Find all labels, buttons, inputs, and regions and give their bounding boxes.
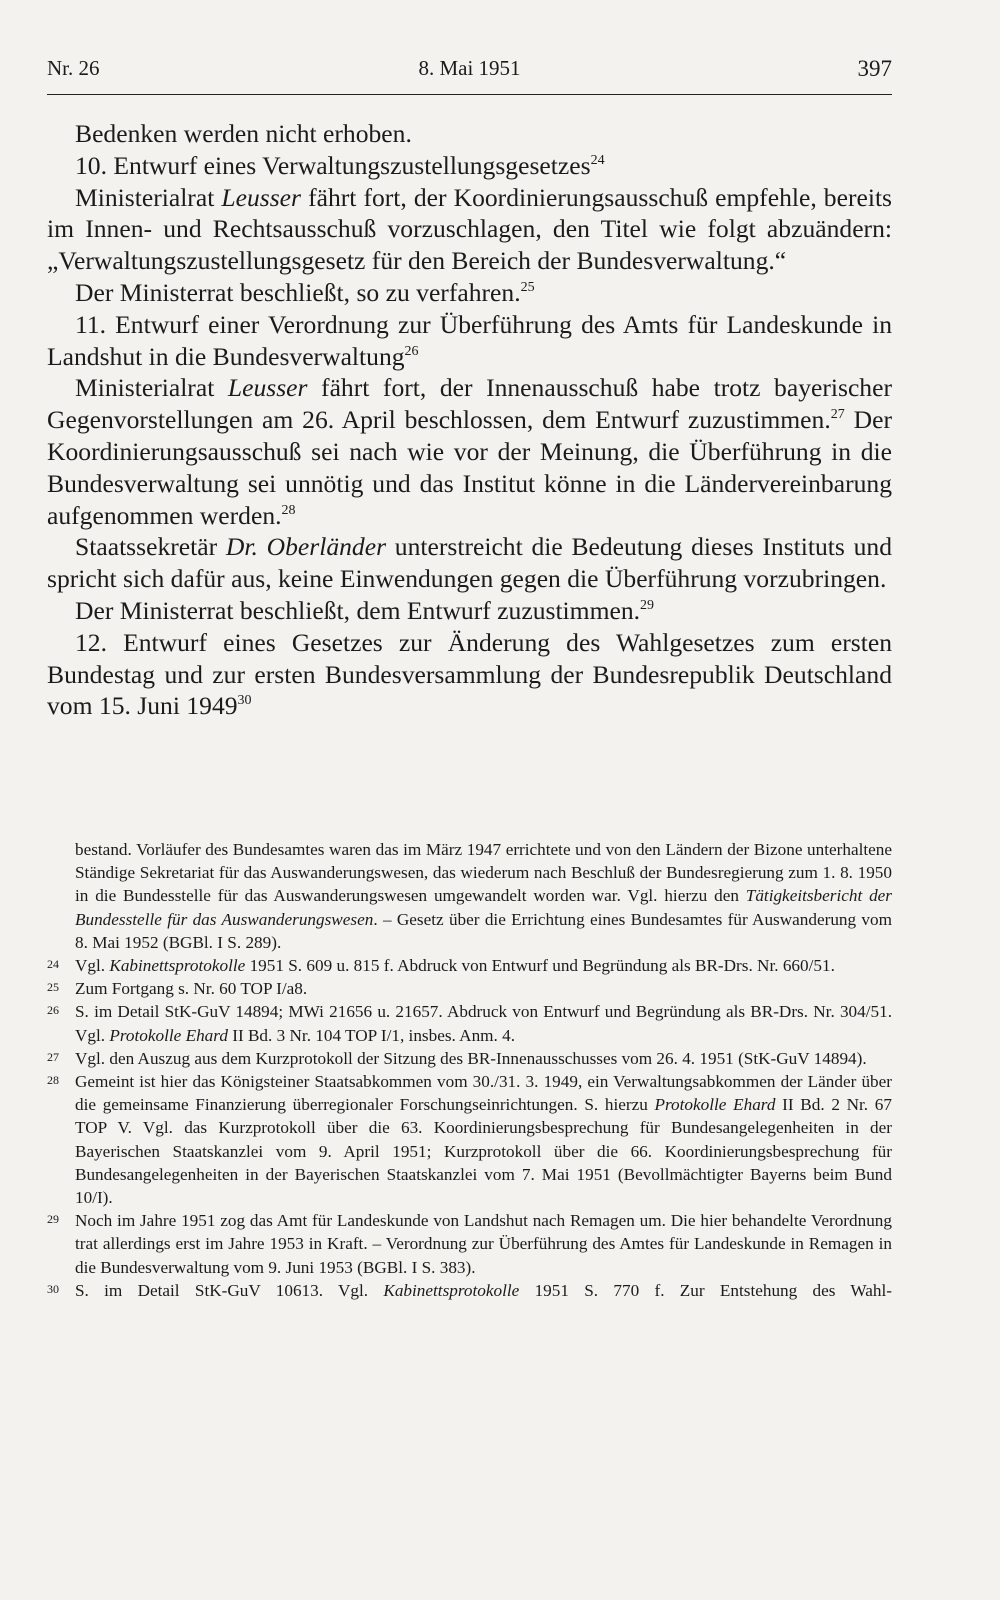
footnote-text [75,1070,892,1209]
paragraph-text: fährt fort, der Innenausschuß habe trotz bayerischer Gegenvorstellungen am 26. April beschlossen, dem Entwurf zuzustimmen. [47,373,892,435]
footnote-number: 27 [47,1049,59,1064]
resolution [47,277,892,309]
agenda-item-title: 11. Entwurf einer Verordnung zur Überführung des Amts für Landeskunde in Landshut in die Bundesverwaltung [47,309,892,371]
footnote-number: 29 [47,1212,59,1227]
footnote-text [75,954,892,977]
footnote-25 [47,977,892,1000]
paragraph-text: Ministerialrat [75,182,222,212]
footnote-number: 26 [47,1003,59,1018]
footnote-text-part: Gemeint ist hier das Königsteiner Staatsabkommen vom 30./31. 3. 1949, ein Verwaltungsabkommen der Länder über die gemeinsame Finanzierung überregionaler Forschungseinrichtungen. S. hierzu [75,1072,892,1115]
cited-work: Protokolle Ehard [109,1025,228,1045]
paragraph [47,118,892,150]
footnote-28 [47,1070,892,1209]
footnote-text: Noch im Jahre 1951 zog das Amt für Landeskunde von Landshut nach Remagen um. Die hier behandelte Verordnung trat allerdings erst im Jahre 1953 in Kraft. – Verordnung zur Überführung des Amtes für Landeskunde in Remagen in die Bundesverwaltung vom 9. Juni 1953 (BGBl. I S. 383). [75,1211,892,1277]
footnote-text-part: Vgl. [75,956,110,976]
speaker-name: Leusser [227,373,308,403]
paragraph [47,182,892,277]
footnote-26 [47,1000,892,1046]
footnote-text: . – Gesetz über die Errichtung eines Bundesamtes für Auswanderung vom 8. Mai 1952 (BGBl. I S. 289). [75,909,892,952]
page-number: 397 [857,56,892,81]
speaker-name: Dr. Oberländer [225,532,387,562]
paragraph-text: Bedenken werden nicht erhoben. [75,119,412,148]
footnote-30 [47,1279,892,1302]
footnote-ref[interactable]: 29 [640,597,655,613]
footnote-ref[interactable]: 27 [830,407,845,423]
cited-work: Protokolle Ehard [654,1095,776,1115]
paragraph-text: Der Ministerrat beschließt, dem Entwurf zuzustimmen. [75,595,641,625]
document-number: Nr. 26 [47,56,100,80]
footnote-24 [47,954,892,977]
agenda-item-title: 10. Entwurf eines Verwaltungszustellungsgesetzes [75,150,591,180]
footnote-text: Vgl. den Auszug aus dem Kurzprotokoll der Sitzung des BR-Innenausschusses vom 26. 4. 1951 (StK-GuV 14894). [75,1048,867,1068]
footnote-ref[interactable]: 28 [281,502,296,518]
footnote-text-part: S. im Detail StK-GuV 14894; MWi 21656 u. 21657. Abdruck von Entwurf und Begründung als BR-Drs. Nr. 304/51. Vgl. [75,1002,892,1045]
paragraph [47,531,892,595]
footnote-text [75,1279,892,1302]
paragraph-text: unterstreicht die Bedeutung dieses Instituts und spricht sich dafür aus, keine Einwendungen gegen die Überführung vorzubringen. [47,532,892,594]
cited-work: Kabinettsprotokolle [383,1280,520,1300]
running-header [47,50,892,95]
paragraph-text: Ministerialrat [75,373,228,403]
footnote-ref[interactable]: 26 [404,343,419,359]
cited-work: Tätigkeitsbericht der Bundesstelle für das Auswanderungswesen [75,886,892,929]
footnote-text: Zum Fortgang s. Nr. 60 TOP I/a8. [75,979,308,999]
footnote-text: bestand. Vorläufer des Bundesamtes waren das im März 1947 errichtete und von den Ländern der Bizone unterhaltene Ständige Sekretariat für das Auswanderungswesen, das wiederum nach Beschluß der Bundesregierung zum 1. 8. 1950 in die Bundesstelle für das Auswanderungswesen umgewandelt worden war. Vgl. hierzu den [75,840,892,906]
footnotes [47,838,892,1302]
footnote-continuation [75,838,892,954]
agenda-item-title: 12. Entwurf eines Gesetzes zur Änderung des Wahlgesetzes zum ersten Bundestag und zur ersten Bundesversammlung der Bundesrepublik Deutschland vom 15. Juni 1949 [47,627,892,721]
footnote-29 [47,1209,892,1279]
footnote-number: 28 [47,1073,59,1088]
agenda-item-12 [47,627,892,722]
footnote-ref[interactable]: 30 [237,693,252,709]
footnote-text-part: S. im Detail StK-GuV 10613. Vgl. [75,1280,384,1300]
footnote-ref[interactable]: 24 [590,152,605,168]
footnote-text-part: II Bd. 2 Nr. 67 TOP V. Vgl. das Kurzprotokoll über die 63. Koordinierungsbesprechung für Bundesangelegenheiten in der Bayerischen Staatskanzlei vom 9. April 1951; Kurzprotokoll über die 66. Koordinierungsbesprechung für Bundesangelegenheiten in der Bayerischen Staatskanzlei vom 7. Mai 1951 (Bevollmächtigter Bayerns beim Bund 10/I). [75,1095,892,1208]
paragraph-text: fährt fort, der Koordinierungsausschuß empfehle, bereits im Innen- und Rechtsausschuß vorzuschlagen, den Titel wie folgt abzuändern: „Verwaltungszustellungsgesetz für den Bereich der Bundesverwaltung.“ [47,182,893,276]
paragraph-text: Der Ministerrat beschließt, so zu verfahren. [75,277,521,307]
agenda-item-11 [47,309,892,373]
footnote-ref[interactable]: 25 [520,279,535,295]
footnote-number: 30 [47,1281,59,1296]
paragraph-text: Staatssekretär [75,532,226,562]
header-date: 8. Mai 1951 [418,56,521,80]
footnote-text-part: II Bd. 3 Nr. 104 TOP I/1, insbes. Anm. 4. [227,1025,516,1045]
paragraph [47,372,892,531]
footnote-text-part: 1951 S. 770 f. Zur Entstehung des Wahl- [519,1280,892,1300]
main-text [47,118,892,722]
paragraph-text: Der Koordinierungsausschuß sei nach wie vor der Meinung, die Überführung in die Bundesverwaltung sei unnötig und das Institut könne in die Ländervereinbarung aufgenommen werden. [47,405,892,530]
resolution [47,595,892,627]
footnote-text [75,1000,892,1046]
footnote-27 [47,1047,892,1070]
speaker-name: Leusser [221,182,302,212]
cited-work: Kabinettsprotokolle [109,956,246,976]
footnote-text-part: 1951 S. 609 u. 815 f. Abdruck von Entwurf und Begründung als BR-Drs. Nr. 660/51. [245,956,835,976]
footnote-number: 25 [47,980,59,995]
footnote-number: 24 [47,957,59,972]
agenda-item-10 [47,150,892,182]
